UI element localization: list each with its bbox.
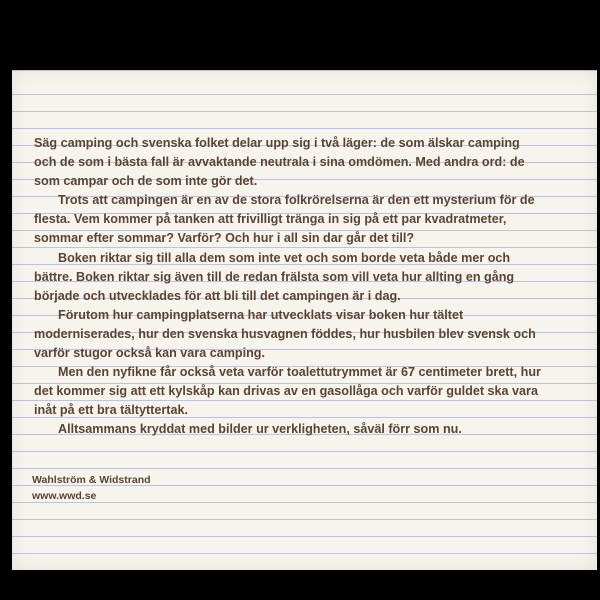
publisher-info <box>32 472 151 504</box>
blurb-paragraph-1: Säg camping och svenska folket delar upp sig i två läger: de som älskar camping och de som i bästa fall är avvaktande neutrala i sina omdömen. Med andra ord: de som campar och de som inte gör det. <box>34 136 525 189</box>
blurb-paragraph-4: Förutom hur campingplatserna har utvecklats visar boken hur tältet moderniserades, hur den svenska husvagnen föddes, hur husbilen blev svensk och varför stugor också kan vara camping. <box>34 307 536 361</box>
blurb-paragraph-2: Trots att campingen är en av de stora folkrörelserna är den ett mysterium för de flesta. Vem kommer på tanken att frivilligt tränga in sig på ett par kvadratmeter, sommar efter sommar? Varför? Och hur i all sin dar går det till? <box>34 193 535 246</box>
book-back-cover <box>12 70 597 570</box>
blurb-paragraph-3: Boken riktar sig till alla dem som inte vet och som borde veta både mer och bättre. Boken riktar sig även till de redan frälsta som vill veta hur allting en gång började och utvecklades för att bli till det campingen är i dag. <box>34 250 515 303</box>
blurb-text <box>34 134 544 440</box>
blurb-paragraph-5: Men den nyfikne får också veta varför toalettutrymmet är 67 centimeter brett, hur det kommer sig att ett kylskåp kan drivas av en gasollåga och varför guldet ska vara inåt på ett bra tältyttertak. <box>34 365 541 418</box>
blurb-paragraph-6: Alltsammans kryddat med bilder ur verkligheten, såväl förr som nu. <box>58 422 462 437</box>
publisher-url: www.wwd.se <box>32 490 97 502</box>
publisher-name: Wahlström & Widstrand <box>32 474 151 486</box>
